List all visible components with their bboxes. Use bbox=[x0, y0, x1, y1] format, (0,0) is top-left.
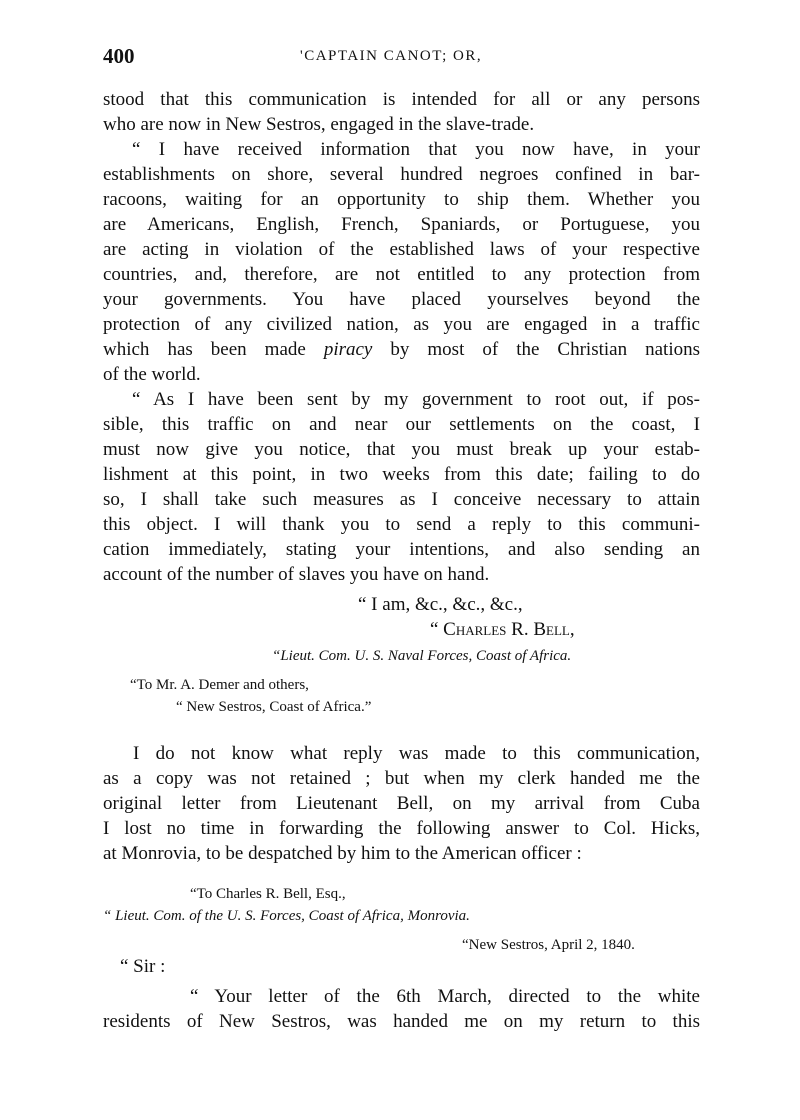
running-head: 'CAPTAIN CANOT; OR, bbox=[300, 48, 483, 64]
text-line: sible, this traffic on and near our settlements on the coast, I bbox=[103, 414, 700, 435]
letter-signature: “ Charles R. Bell, bbox=[430, 619, 575, 640]
text-line: protection of any civilized nation, as you are engaged in a traffic bbox=[103, 314, 700, 335]
text-line: account of the number of slaves you have on hand. bbox=[103, 564, 490, 585]
text-line: racoons, waiting for an opportunity to ship them. Whether you bbox=[103, 189, 700, 210]
text-line: countries, and, therefore, are not entitled to any protection from bbox=[103, 264, 700, 285]
text-line: stood that this communication is intended for all or any persons bbox=[103, 89, 700, 110]
signatory-title: “Lieut. Com. U. S. Naval Forces, Coast of Africa. bbox=[272, 648, 572, 664]
text-line-piracy bbox=[103, 337, 700, 362]
text-line: of the world. bbox=[103, 364, 201, 385]
text-line: at Monrovia, to be despatched by him to the American officer : bbox=[103, 843, 582, 864]
text-line: so, I shall take such measures as I conceive necessary to attain bbox=[103, 489, 700, 510]
letter-closing: “ I am, &c., &c., &c., bbox=[358, 594, 523, 615]
letter-date-line: “New Sestros, April 2, 1840. bbox=[462, 937, 635, 953]
text-line: as a copy was not retained ; but when my clerk handed me the bbox=[103, 768, 700, 789]
text-line: are acting in violation of the established laws of your respective bbox=[103, 239, 700, 260]
text-line: “ As I have been sent by my government to root out, if pos- bbox=[132, 389, 700, 410]
text-line: who are now in New Sestros, engaged in the slave-trade. bbox=[103, 114, 535, 135]
text-line: “ I have received information that you now have, in your bbox=[132, 139, 700, 160]
letter-rank-line: “ Lieut. Com. of the U. S. Forces, Coast of Africa, Monrovia. bbox=[103, 908, 470, 924]
text-span: by most of the Christian nations bbox=[372, 339, 700, 360]
text-line: are Americans, English, French, Spaniards, or Portuguese, you bbox=[103, 214, 700, 235]
text-line: your governments. You have placed yourselves beyond the bbox=[103, 289, 700, 310]
text-line: residents of New Sestros, was handed me on my return to this bbox=[103, 1011, 700, 1032]
text-line: this object. I will thank you to send a reply to this communi- bbox=[103, 514, 700, 535]
text-line: lishment at this point, in two weeks from this date; failing to do bbox=[103, 464, 700, 485]
text-line: I do not know what reply was made to this communication, bbox=[133, 743, 700, 764]
letter-to-line: “To Charles R. Bell, Esq., bbox=[190, 886, 346, 902]
text-span: which has been made bbox=[103, 339, 324, 360]
addressee-place: “ New Sestros, Coast of Africa.” bbox=[176, 699, 372, 715]
text-line: original letter from Lieutenant Bell, on my arrival from Cuba bbox=[103, 793, 700, 814]
italic-word-piracy: piracy bbox=[323, 339, 373, 360]
text-line: I lost no time in forwarding the following answer to Col. Hicks, bbox=[103, 818, 700, 839]
letter-salutation: “ Sir : bbox=[120, 956, 166, 977]
text-line: must now give you notice, that you must break up your estab- bbox=[103, 439, 700, 460]
page-number: 400 bbox=[103, 44, 135, 68]
text-line: establishments on shore, several hundred negroes confined in bar- bbox=[103, 164, 700, 185]
text-line: cation immediately, stating your intentions, and also sending an bbox=[103, 539, 700, 560]
addressee-line: “To Mr. A. Demer and others, bbox=[130, 677, 309, 693]
text-line: “ Your letter of the 6th March, directed to the white bbox=[190, 986, 700, 1007]
